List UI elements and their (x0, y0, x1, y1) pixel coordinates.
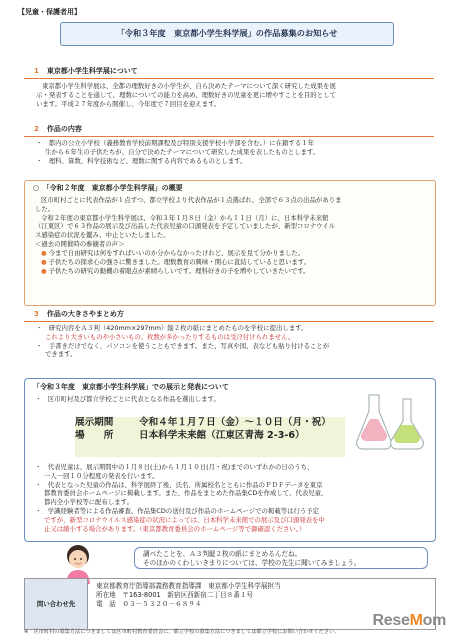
previous-year-summary-body (35, 196, 427, 275)
section1-title: 東京都小学生科学展について (46, 67, 138, 75)
visitor-voice-item (35, 267, 427, 276)
bullet-icon: ● (41, 257, 47, 266)
visitor-voices-heading: ＜過去の開催時の参観者の声＞ (35, 240, 125, 249)
section2-line: 生から６年生の子供たちが、自分で決めたテーマについて研究した成果を表したものとします。 (45, 147, 320, 156)
section3-body (36, 324, 430, 359)
summary-line: ス感染症の状況を鑑み、中止といたしました。 (35, 231, 170, 240)
contact-label: 問い合わせ先 (25, 579, 88, 629)
summary-line: 区市町村ごとに代表作品が１点ずつ、都立学校より代表作品が１点選ばれ、全部で６３点の出品がありま (41, 196, 342, 204)
contact-details (88, 579, 289, 629)
section1-line: います。平成２７年度から開催し、今年度で７回目を迎えます。 (36, 99, 221, 108)
visitor-voice-text: 子供たちの探求心の強さに驚きました。理数教育の興味・関心に直結していると思います。 (48, 257, 311, 266)
science-flasks-illustration (355, 389, 431, 455)
section3-heading (24, 310, 434, 322)
previous-year-summary-box (24, 180, 436, 306)
section1-heading (24, 67, 434, 79)
section3-line: ・ 研究内容をＡ３判（420mm×297mm）縦２枚の紙にまとめたものを学校に提出します。 (36, 324, 308, 332)
exhibition-info-box (24, 378, 436, 542)
footnote: ※ 区市町村の募集方法につきましては区市町村教育委員会に、都立学校の募集方法につきましては都立学校にお問い合わせください。 (24, 629, 340, 635)
exhibition-line: 都教育委員会ホームページに掲載します。また、作品をまとめた作品集CDを作成して、代表児童、 (44, 489, 328, 498)
exhibition-period-value: 令和４年１月７日（金）～１０日（月・祝） (139, 417, 331, 428)
bullet-icon: ● (41, 266, 47, 275)
summary-line: 令和２年度の東京都小学生科学展は、令和３年１月８日（金）から１１日（月）に、日本科学未来館 (41, 213, 329, 222)
section2-body (36, 139, 430, 165)
speech-bubble (134, 547, 428, 569)
section2-line: ・ 理科、算数、科学技術など、理数に関する内容であるものとします。 (36, 156, 247, 165)
exhibition-line: 都内全小学校等に配布します。 (44, 498, 133, 507)
exhibition-line: 止又は縮小する場合があります。（東京都教育委員会のホームページ等で御確認ください。） (44, 524, 306, 533)
visitor-voice-item (35, 258, 427, 267)
section3-title: 作品の大きさやまとめ方 (46, 310, 124, 318)
exhibition-line: ・ 代表となった児童の作品は、科学展終了後、氏名、所属校名とともに作品のＰＤＦデータを東京 (35, 480, 323, 489)
section1-body (36, 82, 430, 108)
speech-bubble-line: 調べたことを、Ａ３判縦２枚の紙にまとめるんだね。 (143, 550, 302, 558)
exhibition-line: ・ 代表児童は、展示期間中の１月８日(土)から１月１０日(月・祝)までのいずれかの日のうち、 (35, 463, 314, 471)
section1-line: 東京都小学生科学展は、全都の理数好きの小学生が、自ら決めたテーマについて深く研究した成果を展 (42, 82, 336, 90)
page-title (60, 22, 394, 46)
exhibition-schedule-highlight (75, 417, 345, 457)
previous-year-summary-title: ○ 「令和２年度 東京都小学生科学展」の概要 (33, 184, 183, 192)
contact-phone: 電 話 ０３－５３２０－６８９４ (96, 600, 202, 609)
resemom-watermark-logo (373, 610, 447, 632)
summary-line: （江東区）で６３作品の展示及び出品した代表児童の口頭発表を予定していましたが、新型コロナウイル (35, 222, 336, 231)
section1-number: 1 (34, 67, 39, 75)
section2-heading (24, 125, 434, 137)
exhibition-line: 一人一回１０分程度の発表を行います。 (44, 471, 159, 480)
exhibition-intro-line: ・ 区市町村及び都立学校ごとに代表となる作品を選出します。 (35, 395, 220, 403)
section1-line: 示・発表することを通して、理数についての能力を高め、理数好きの児童を更に増やすことを目的として (36, 90, 336, 99)
exhibition-info-title: 「令和３年度 東京都小学生科学展」での展示と発表について (33, 383, 229, 391)
exhibition-place-value: 日本科学未来館（江東区青海 2-3-6） (139, 429, 305, 441)
exhibition-details (35, 463, 427, 534)
exhibition-place-row (75, 430, 345, 443)
exhibition-place-label: 場 所 (75, 429, 114, 441)
summary-line: した。 (35, 204, 55, 213)
watermark-part: om (422, 612, 446, 629)
section2-number: 2 (34, 125, 39, 133)
contact-department: 東京都教育庁指導部義務教育指導課 東京都小学生科学展担当 (96, 582, 281, 590)
page-title-text: 「令和３年度 東京都小学生科学展」の作品募集のお知らせ (116, 28, 338, 39)
visitor-voice-text: 子供たちの研究の動機の着眼点が素晴らしいです。理科好きの子を増やしていきたいです。 (48, 266, 310, 275)
bullet-icon: ● (41, 248, 47, 257)
section2-line: ・ 都内の公立小学校（義務教育学校前期課程及び特別支援学校小学部を含む。）に在籍する１年 (36, 139, 314, 147)
watermark-part: M (409, 612, 423, 629)
speech-bubble-line: そのほかのくわしいきまりについては、学校の先生に聞いてみましょう。 (143, 559, 361, 568)
watermark-part: Rese (372, 612, 410, 629)
section3-number: 3 (34, 310, 39, 318)
exhibition-line: ですが、新型コロナウイルス感染症の状況によっては、日本科学未来館での展示及び口頭発表を中 (44, 515, 325, 524)
exhibition-line: ・ 学識経験者等による作品審査、作品集CDの送付及び作品のホームページでの掲載等は行う予定 (35, 507, 320, 516)
audience-label: 【児童・保護者用】 (18, 8, 81, 16)
section3-line: これより大きいものや小さいもの、枚数が多かったりするものは受け付けられません。 (45, 332, 295, 341)
visitor-voice-text: 今まで自由研究は何をすればいいのか分からなかったけれど、展示を見て分かりました。 (48, 248, 305, 257)
contact-address: 所在地 〒163-8001 新宿区西新宿二丁目８番１号 (96, 591, 254, 600)
exhibition-period-label: 展示期間 (75, 417, 114, 428)
section2-title: 作品の内容 (46, 125, 82, 133)
visitor-voice-item (35, 249, 427, 258)
exhibition-period-row (75, 417, 345, 430)
section3-line: できます。 (45, 350, 77, 359)
section3-line: ・ 手書きだけでなく、パソコンを使うこともできます。また、写真や図、表なども貼り付けることが (36, 341, 330, 350)
